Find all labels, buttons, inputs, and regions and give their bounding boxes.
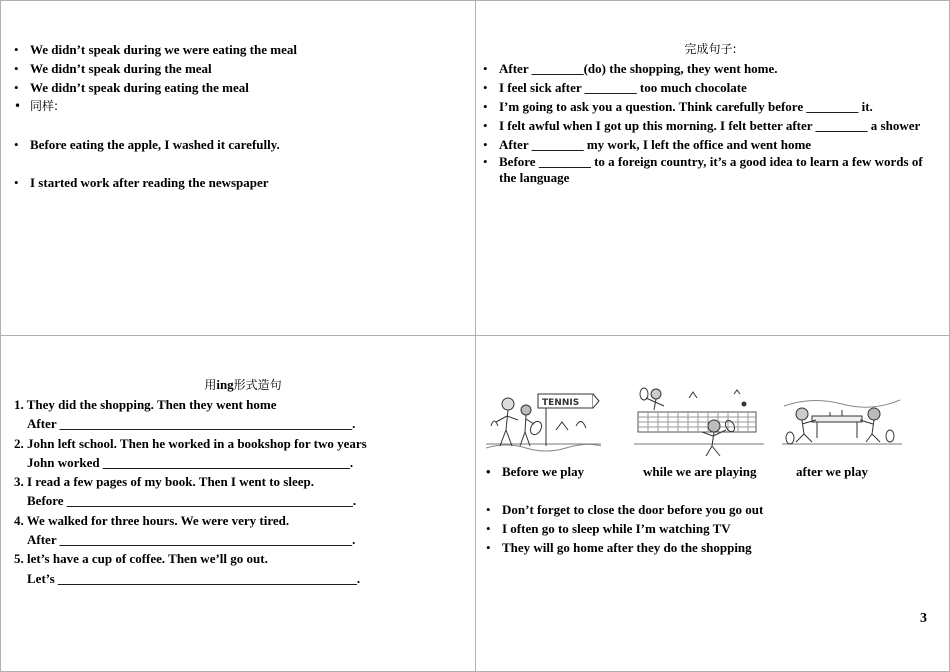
- label-before-we-play: Before we play: [502, 464, 585, 479]
- exercise-line-4: 4. We walked for three hours. We were very tired.: [14, 512, 290, 528]
- bottom-right-item-2: • I often go to sleep while I’m watching TV: [486, 519, 941, 538]
- top-right-item-4: • I felt awful when I got up this morning. I felt better after ________ a shower: [483, 116, 938, 135]
- label-after-we-play: after we play: [796, 464, 868, 479]
- tennis-sign-text: TENNIS: [542, 398, 580, 408]
- top-left-item-1: • We didn’t speak during we were eating the meal: [14, 40, 464, 59]
- bottom-left-title: [14, 375, 464, 395]
- top-left-panel: [14, 40, 464, 192]
- top-right-item-1: • After ________(do) the shopping, they went home.: [483, 59, 938, 78]
- top-right-item-3: • I’m going to ask you a question. Think carefully before ________ it.: [483, 97, 938, 116]
- top-right-title: 完成句子:: [684, 42, 737, 56]
- picture-labels: • Before we play while we are playing after we play: [486, 464, 868, 479]
- bottom-left-panel: [14, 375, 464, 588]
- horizontal-divider: [0, 335, 950, 336]
- top-left-item-5: • Before eating the apple, I washed it carefully.: [14, 135, 464, 154]
- top-left-item-2: • We didn’t speak during the meal: [14, 59, 464, 78]
- illustration-while-playing: [634, 384, 764, 462]
- exercise-answer-4: After _____________________________________________.: [27, 532, 356, 548]
- exercise-answer-2: John worked ______________________________________.: [27, 454, 354, 470]
- illustration-before-play: [486, 386, 601, 462]
- top-left-item-6: • I started work after reading the newspaper: [14, 173, 464, 192]
- page-number: 3: [920, 611, 927, 626]
- title-ing: ing: [216, 377, 234, 392]
- top-left-item-4: • 同样:: [14, 97, 464, 116]
- bottom-right-item-1: • Don’t forget to close the door before you go out: [486, 500, 941, 519]
- title-prefix: 用: [204, 378, 217, 392]
- top-left-item-3: • We didn’t speak during eating the meal: [14, 78, 464, 97]
- top-right-panel: [483, 40, 938, 186]
- exercise-line-3: 3. I read a few pages of my book. Then I went to sleep.: [14, 474, 314, 490]
- title-suffix: 形式造句: [233, 378, 282, 392]
- vertical-divider: [475, 0, 476, 672]
- exercise-answer-3: Before ____________________________________________.: [27, 493, 357, 509]
- bottom-right-panel: [486, 462, 941, 557]
- top-right-item-5: • After ________ my work, I left the office and went home: [483, 135, 938, 154]
- exercise-answer-5: Let’s ______________________________________________.: [27, 570, 361, 586]
- exercise-answer-1: After _____________________________________________.: [27, 416, 356, 432]
- exercise-line-5: 5. let’s have a cup of coffee. Then we’ll go out.: [14, 551, 268, 567]
- spacer: [486, 481, 941, 500]
- top-right-item-2: • I feel sick after ________ too much chocolate: [483, 78, 938, 97]
- exercise-line-2: 2. John left school. Then he worked in a bookshop for two years: [14, 435, 367, 451]
- label-while-playing: while we are playing: [643, 464, 757, 479]
- bottom-right-item-3: • They will go home after they do the shopping: [486, 538, 941, 557]
- exercise-line-1: 1. They did the shopping. Then they went home: [14, 397, 277, 412]
- top-right-item-6: • Before ________ to a foreign country, it’s a good idea to learn a few words of the language: [483, 154, 938, 186]
- illustration-after-play: [782, 386, 902, 462]
